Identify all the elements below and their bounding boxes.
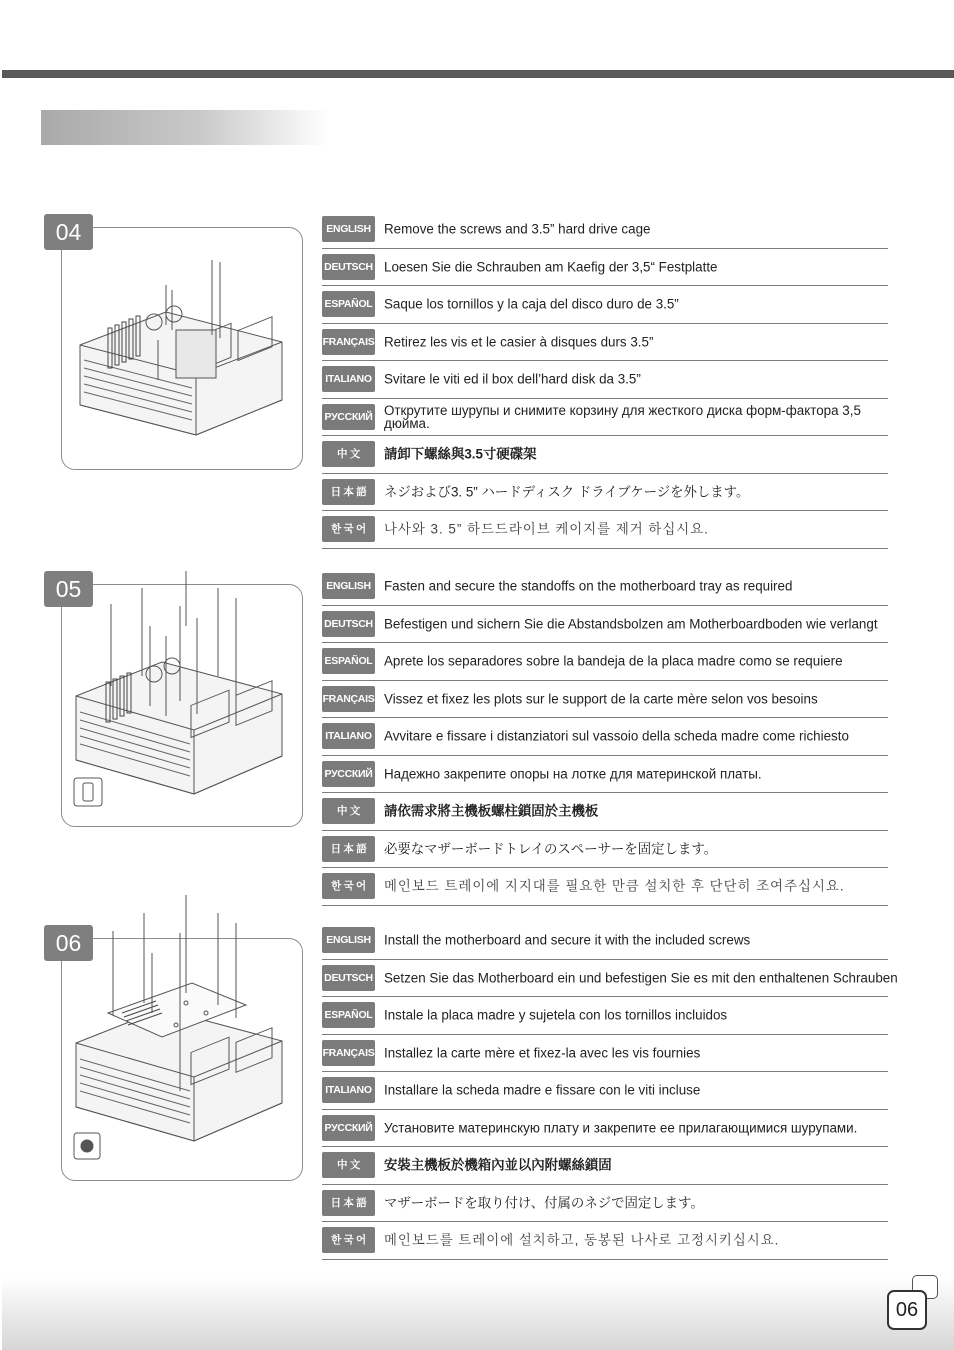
language-tag: FRANÇAIS (322, 329, 375, 355)
instruction-text: Retirez les vis et le casier à disques durs 3.5” (384, 334, 654, 350)
instruction-row-korean (322, 868, 888, 906)
instruction-row-english (322, 568, 888, 606)
footer-band (2, 1277, 954, 1350)
instruction-text: 메인보드 트레이에 지지대를 필요한 만큼 설치한 후 단단히 조여주십시요. (384, 878, 845, 894)
instruction-text: ネジおよび3. 5” ハードディスク ドライブケージを外します。 (384, 484, 750, 500)
instruction-text: Fasten and secure the standoffs on the motherboard tray as required (384, 578, 793, 594)
instruction-text: Avvitare e fissare i distanziatori sul vassoio della scheda madre come richiesto (384, 728, 849, 744)
instruction-row-chinese (322, 436, 888, 474)
language-tag: 한 국 어 (322, 873, 375, 899)
instruction-row-japanese (322, 831, 888, 869)
instruction-row-italiano (322, 361, 888, 399)
language-tag: ENGLISH (322, 216, 375, 242)
language-tag: ESPAÑOL (322, 648, 375, 674)
instruction-list (322, 922, 898, 1260)
language-tag: DEUTSCH (322, 254, 375, 280)
step-number-badge: 04 (44, 214, 93, 250)
language-tag: 日 本 語 (322, 836, 375, 862)
section-header-strip (41, 110, 329, 145)
instruction-text: Instale la placa madre y sujetela con los tornillos incluidos (384, 1007, 728, 1023)
language-tag: ITALIANO (322, 723, 375, 749)
language-tag: 한 국 어 (322, 1227, 375, 1253)
top-divider-bar (2, 70, 954, 78)
case-hdd-cage-illustration (66, 250, 296, 465)
language-tag: ENGLISH (322, 573, 375, 599)
instruction-text: Svitare le viti ed il box dell’hard disk da 3.5” (384, 371, 641, 387)
instruction-row-francais (322, 324, 888, 362)
instruction-row-espanol (322, 997, 888, 1035)
language-tag: 中 文 (322, 1152, 375, 1178)
language-tag: 日 本 語 (322, 1190, 375, 1216)
instruction-row-english (322, 211, 888, 249)
instruction-text: Установите материнскую плату и закрепите ее прилагающимися шурупами. (384, 1120, 858, 1136)
page-number: 06 (887, 1290, 927, 1330)
language-tag: ENGLISH (322, 927, 375, 953)
instruction-text: Befestigen und sichern Sie die Abstandsbolzen am Motherboardboden wie verlangt (384, 616, 878, 632)
instruction-list (322, 568, 888, 906)
instruction-row-english (322, 922, 888, 960)
language-tag: DEUTSCH (322, 611, 375, 637)
instruction-row-espanol (322, 286, 888, 324)
instruction-text: Vissez et fixez les plots sur le support de la carte mère selon vos besoins (384, 691, 818, 707)
step-number-badge: 06 (44, 925, 93, 961)
instruction-row-deutsch (322, 249, 888, 287)
instruction-row-korean (322, 511, 888, 549)
case-motherboard-install-illustration (66, 893, 296, 1168)
instruction-row-italiano (322, 718, 888, 756)
case-standoffs-illustration (66, 566, 296, 816)
step-number-badge: 05 (44, 571, 93, 607)
instruction-row-chinese (322, 793, 888, 831)
instruction-row-korean (322, 1222, 888, 1260)
instruction-text: Installez la carte mère et fixez-la avec les vis fournies (384, 1045, 701, 1061)
language-tag: РУССКИЙ (322, 404, 375, 430)
language-tag: РУССКИЙ (322, 1115, 375, 1141)
instruction-text: Installare la scheda madre e fissare con le viti incluse (384, 1082, 701, 1098)
language-tag: DEUTSCH (322, 965, 375, 991)
instruction-text: Remove the screws and 3.5” hard drive cage (384, 221, 651, 237)
instruction-row-deutsch (322, 960, 898, 998)
language-tag: РУССКИЙ (322, 761, 375, 787)
language-tag: ITALIANO (322, 1077, 375, 1103)
instruction-text: マザーボードを取り付け、付属のネジで固定します。 (384, 1195, 704, 1211)
language-tag: ESPAÑOL (322, 291, 375, 317)
instruction-text: Saque los tornillos y la caja del disco duro de 3.5” (384, 296, 679, 312)
language-tag: FRANÇAIS (322, 1040, 375, 1066)
instruction-text: Надежно закрепите опоры на лотке для материнской платы. (384, 766, 762, 782)
instruction-row-chinese (322, 1147, 888, 1185)
instruction-text: 必要なマザーボードトレイのスペーサーを固定します。 (384, 841, 718, 857)
instruction-text: Открутите шурупы и снимите корзину для жесткого диска форм-фактора 3,5 дюйма. (384, 402, 861, 431)
instruction-text: Setzen Sie das Motherboard ein und befestigen Sie es mit den enthaltenen Schrauben (384, 970, 898, 986)
instruction-text: 安裝主機板於機箱內並以內附螺絲鎖固 (384, 1157, 612, 1173)
instruction-row-russian (322, 756, 888, 794)
language-tag: FRANÇAIS (322, 686, 375, 712)
instruction-list (322, 211, 888, 549)
instruction-row-japanese (322, 474, 888, 512)
language-tag: 中 文 (322, 798, 375, 824)
instruction-row-deutsch (322, 606, 888, 644)
language-tag: 中 文 (322, 441, 375, 467)
instruction-text: 메인보드를 트레이에 설치하고, 동봉된 나사로 고정시키십시요. (384, 1232, 780, 1248)
instruction-text: Install the motherboard and secure it with the included screws (384, 932, 751, 948)
instruction-row-russian (322, 1110, 888, 1148)
instruction-row-japanese (322, 1185, 888, 1223)
instruction-row-russian (322, 399, 888, 437)
instruction-text: Aprete los separadores sobre la bandeja de la placa madre como se requiere (384, 653, 843, 669)
instruction-row-espanol (322, 643, 888, 681)
instruction-text: 請卸下螺絲與3.5寸硬碟架 (384, 446, 537, 462)
instruction-text: 請依需求將主機板螺柱鎖固於主機板 (384, 803, 599, 819)
instruction-text: 나사와 3. 5” 하드드라이브 케이지를 제거 하십시요. (384, 521, 709, 537)
instruction-row-francais (322, 681, 888, 719)
language-tag: ITALIANO (322, 366, 375, 392)
language-tag: 日 本 語 (322, 479, 375, 505)
instruction-row-francais (322, 1035, 888, 1073)
instruction-text: Loesen Sie die Schrauben am Kaefig der 3,5“ Festplatte (384, 259, 718, 275)
language-tag: ESPAÑOL (322, 1002, 375, 1028)
instruction-row-italiano (322, 1072, 888, 1110)
language-tag: 한 국 어 (322, 516, 375, 542)
